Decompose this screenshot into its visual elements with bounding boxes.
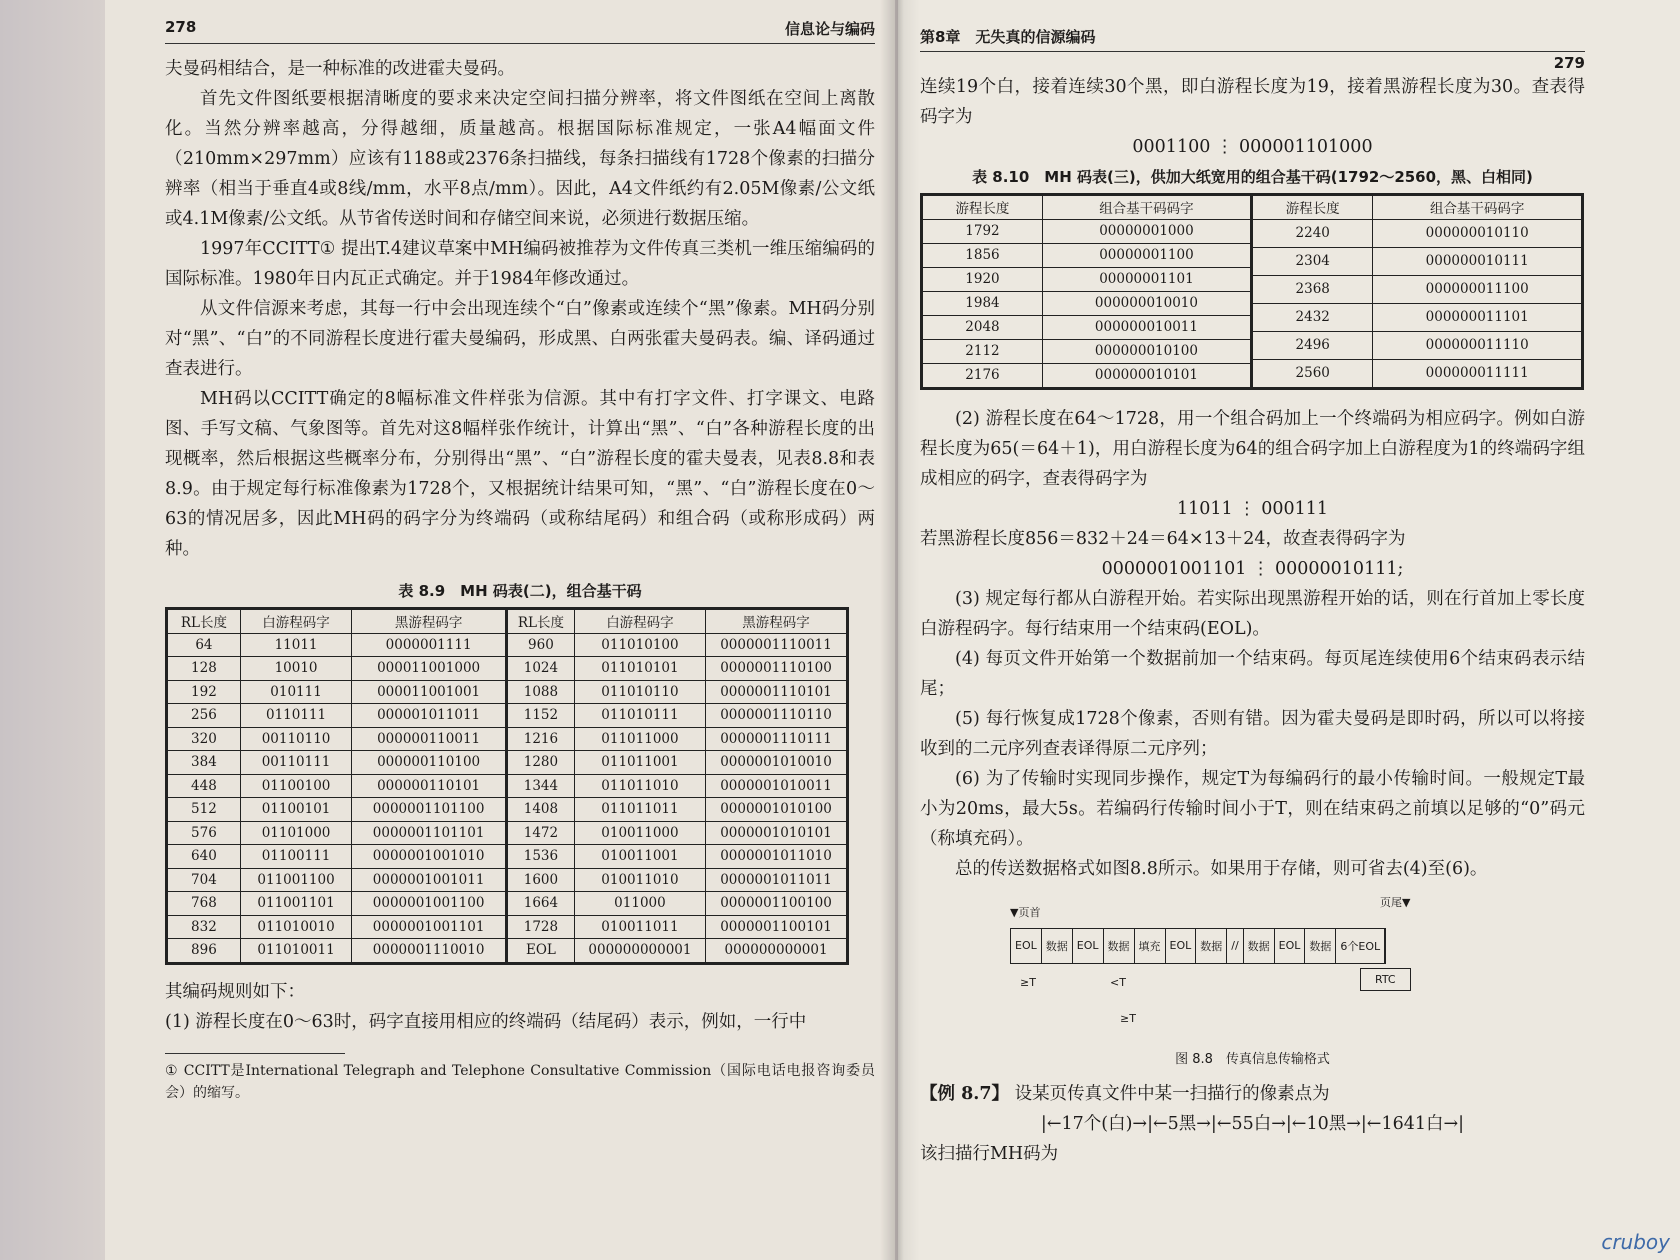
table-row [168, 845, 507, 869]
format-cell: 6个EOL [1336, 929, 1385, 963]
table-8-9-left [167, 609, 507, 963]
table-cell: 010011001 [574, 845, 705, 869]
dim-min: ≥T [1020, 975, 1036, 989]
table-row [508, 868, 847, 892]
table-8-10-left [922, 195, 1252, 388]
table-cell: 0000001110100 [706, 657, 847, 681]
table-cell: 011010101 [574, 657, 705, 681]
left-page [105, 0, 895, 1260]
col-header: 黑游程码字 [706, 610, 847, 634]
table-cell: 1536 [508, 845, 575, 869]
table-cell: 0000001100100 [706, 892, 847, 916]
book-gutter [880, 0, 920, 1260]
table-cell: 00000001000 [1042, 219, 1251, 243]
watermark: cruboy [1601, 1230, 1670, 1254]
table-cell: 010011011 [574, 915, 705, 939]
figure-8-8 [1010, 894, 1450, 1044]
format-cell: 数据 [1305, 929, 1336, 963]
table-cell: 0000001101100 [352, 798, 506, 822]
rules-intro: 其编码规则如下： [165, 981, 305, 1002]
table-cell: 011010110 [574, 680, 705, 704]
table-cell: 64 [168, 633, 241, 657]
paragraph: (4) 每页文件开始第一个数据前加一个结束码。每页尾连续使用6个结束码表示结尾； [920, 648, 1585, 699]
table-8-9-right [507, 609, 847, 963]
paragraph: (6) 为了传输时实现同步操作，规定T为每编码行的最小传输时间。一般规定T最小为20ms，最大5s。若编码行传输时间小于T，则在结束码之前填以足够的“0”码元（称填充码）。 [920, 768, 1585, 849]
table-cell: 0000001110011 [706, 633, 847, 657]
table-cell: 000000110101 [352, 774, 506, 798]
table-row [1253, 247, 1582, 275]
figure-label-tail: 页尾▼ [1380, 895, 1411, 909]
table-cell: 0000001101101 [352, 821, 506, 845]
table-cell: 2112 [923, 339, 1043, 363]
table-cell: 2432 [1253, 303, 1373, 331]
table-cell: 01100100 [240, 774, 351, 798]
table-cell: 000000010100 [1042, 339, 1251, 363]
table-row [168, 915, 507, 939]
table-cell: 768 [168, 892, 241, 916]
col-header: 黑游程码字 [352, 610, 506, 634]
table-cell: 011010111 [574, 704, 705, 728]
code-example: 11011 ⋮ 000111 [1176, 498, 1329, 519]
format-cell: 填充 [1135, 929, 1166, 963]
table-cell: 000000011110 [1373, 331, 1582, 359]
table-cell: 2560 [1253, 359, 1373, 387]
format-cell: EOL [1275, 929, 1306, 963]
col-header: 白游程码字 [574, 610, 705, 634]
table-cell: 0000001110111 [706, 727, 847, 751]
table-cell: 2496 [1253, 331, 1373, 359]
table-cell: 000000010110 [1373, 219, 1582, 247]
table-row [1253, 331, 1582, 359]
table-cell: 000000010011 [1042, 315, 1251, 339]
table-cell: 000000000001 [574, 939, 705, 963]
table-cell: 10010 [240, 657, 351, 681]
table-row [508, 704, 847, 728]
table-cell: 1152 [508, 704, 575, 728]
table-row [1253, 219, 1582, 247]
table-cell: 2304 [1253, 247, 1373, 275]
table-cell: 1728 [508, 915, 575, 939]
table-8-9-caption: 表 8.9 MH 码表(二)，组合基干码 [398, 582, 642, 600]
col-header: RL长度 [168, 610, 241, 634]
table-cell: 000000011100 [1373, 275, 1582, 303]
table-cell: 000000000001 [706, 939, 847, 963]
table-cell: 010011000 [574, 821, 705, 845]
table-cell: 1792 [923, 219, 1043, 243]
paragraph: 若黑游程长度856＝832＋24＝64×13＋24，故查表得码字为 [920, 528, 1406, 549]
table-cell: 384 [168, 751, 241, 775]
table-cell: 000011001000 [352, 657, 506, 681]
example-text: 设某页传真文件中某一扫描行的像素点为 [1014, 1083, 1330, 1104]
table-cell: 010011010 [574, 868, 705, 892]
table-cell: 00110111 [240, 751, 351, 775]
table-cell: 011001100 [240, 868, 351, 892]
table-cell: 011011011 [574, 798, 705, 822]
table-row [508, 633, 847, 657]
format-cell: EOL [1166, 929, 1197, 963]
table-row [923, 243, 1252, 267]
table-cell: 0000001110010 [352, 939, 506, 963]
table-cell: 1408 [508, 798, 575, 822]
example-label: 【例 8.7】 [920, 1083, 1010, 1104]
table-cell: 0000001110101 [706, 680, 847, 704]
table-cell: 0000001110110 [706, 704, 847, 728]
figure-label-head: ▼页首 [1010, 905, 1041, 919]
table-row [508, 657, 847, 681]
table-cell: 011010010 [240, 915, 351, 939]
table-cell: 000001011011 [352, 704, 506, 728]
table-cell: 1920 [923, 267, 1043, 291]
table-cell: 1664 [508, 892, 575, 916]
format-cell: 数据 [1042, 929, 1073, 963]
table-cell: 832 [168, 915, 241, 939]
table-cell: 000000110100 [352, 751, 506, 775]
table-cell: 192 [168, 680, 241, 704]
table-8-10 [920, 193, 1584, 390]
table-row [1253, 275, 1582, 303]
format-cell: EOL [1073, 929, 1104, 963]
table-cell: 011010100 [574, 633, 705, 657]
right-page [898, 0, 1680, 1260]
table-cell: 1472 [508, 821, 575, 845]
table-cell: 011011010 [574, 774, 705, 798]
table-row [168, 798, 507, 822]
table-cell: 01100101 [240, 798, 351, 822]
table-row [508, 892, 847, 916]
table-cell: 011011000 [574, 727, 705, 751]
table-row [508, 821, 847, 845]
table-cell: 0000001001011 [352, 868, 506, 892]
closing-line: 该扫描行MH码为 [920, 1143, 1059, 1164]
figure-8-8-caption: 图 8.8 传真信息传输格式 [1175, 1051, 1330, 1067]
table-cell: 000000010101 [1042, 363, 1251, 387]
table-8-10-caption: 表 8.10 MH 码表(三)，供加大纸宽用的组合基干码(1792～2560，黑、白相同) [972, 168, 1533, 186]
table-cell: 1216 [508, 727, 575, 751]
table-cell: 256 [168, 704, 241, 728]
table-row [508, 915, 847, 939]
table-cell: 011001101 [240, 892, 351, 916]
table-cell: 1344 [508, 774, 575, 798]
table-cell: 00000001100 [1042, 243, 1251, 267]
dim-min-2: ≥T [1120, 1011, 1136, 1025]
table-cell: 576 [168, 821, 241, 845]
paragraph: 从文件信源来考虑，其每一行中会出现连续个“白”像素或连续个“黑”像素。MH码分别对“黑”、“白”的不同游程长度进行霍夫曼编码，形成黑、白两张霍夫曼码表。编、译码通过查表进行。 [165, 299, 875, 379]
table-cell: 704 [168, 868, 241, 892]
transmission-format-row [1010, 928, 1386, 964]
table-cell: 000000010111 [1373, 247, 1582, 275]
table-cell: 01100111 [240, 845, 351, 869]
table-cell: 0000001011011 [706, 868, 847, 892]
dim-less: <T [1110, 975, 1126, 989]
paragraph: MH码以CCITT确定的8幅标准文件样张为信源。其中有打字文件、打字课文、电路图、手写文稿、气象图等。首先对这8幅样张作统计，计算出“黑”、“白”各种游程长度的出现概率，然后根据这些概率分布，分别得出“黑”、“白”游程长度的霍夫曼表，见表8.8和表8.9。由于规定每行标准像素为1728个，又根据统计结果可知，“黑”、“白”游程长度在0～63的情况居多，因此MH码的码字分为终端码（或称结尾码）和组合码（或称形成码）两种。 [165, 389, 875, 559]
table-cell: 0110111 [240, 704, 351, 728]
right-running-header [920, 26, 1585, 72]
table-cell: 011011001 [574, 751, 705, 775]
table-row [168, 821, 507, 845]
table-row [168, 751, 507, 775]
table-cell: 011010011 [240, 939, 351, 963]
table-cell: 0000001001100 [352, 892, 506, 916]
table-cell: 320 [168, 727, 241, 751]
table-cell: 0000001010101 [706, 821, 847, 845]
table-cell: 512 [168, 798, 241, 822]
table-cell: 00000001101 [1042, 267, 1251, 291]
code-example: 0000001001101 ⋮ 00000010111; [1101, 558, 1404, 579]
table-row [168, 892, 507, 916]
table-cell: 011000 [574, 892, 705, 916]
format-cell: 数据 [1196, 929, 1227, 963]
table-row [168, 939, 507, 963]
table-row [508, 727, 847, 751]
table-cell: EOL [508, 939, 575, 963]
table-8-10-right [1252, 195, 1582, 388]
table-cell: 1600 [508, 868, 575, 892]
paragraph: 夫曼码相结合，是一种标准的改进霍夫曼码。 [165, 59, 515, 79]
table-row [1253, 303, 1582, 331]
table-row [168, 680, 507, 704]
right-page-number: 279 [1553, 54, 1585, 72]
table-row [923, 267, 1252, 291]
table-row [168, 868, 507, 892]
table-cell: 11011 [240, 633, 351, 657]
col-header: 白游程码字 [240, 610, 351, 634]
table-row [923, 219, 1252, 243]
table-row [508, 939, 847, 963]
table-row [168, 727, 507, 751]
page-edge [0, 0, 105, 1260]
rtc-box: RTC [1360, 968, 1411, 991]
table-cell: 960 [508, 633, 575, 657]
paragraph: (2) 游程长度在64～1728，用一个组合码加上一个终端码为相应码字。例如白游程长度为65(＝64＋1)，用白游程长度为64的组合码字加上白游程度为1的终端码字组成相应的码字，查表得码字为 [920, 408, 1585, 489]
table-row [168, 633, 507, 657]
table-row [923, 363, 1252, 387]
table-cell: 0000001010011 [706, 774, 847, 798]
example-sequence: |←17个(白)→|←5黑→|←55白→|←10黑→|←1641白→| [1040, 1113, 1465, 1134]
table-cell: 1088 [508, 680, 575, 704]
table-cell: 1984 [923, 291, 1043, 315]
col-header: 组合基干码码字 [1373, 196, 1582, 220]
col-header: 游程长度 [1253, 196, 1373, 220]
table-8-9 [165, 607, 849, 965]
table-cell: 0000001010100 [706, 798, 847, 822]
table-cell: 2176 [923, 363, 1043, 387]
footnote-divider [165, 1053, 345, 1054]
table-row [168, 774, 507, 798]
table-cell: 0000001011010 [706, 845, 847, 869]
paragraph: 总的传送数据格式如图8.8所示。如果用于存储，则可省去(4)至(6)。 [955, 858, 1488, 879]
left-running-header [165, 18, 875, 44]
table-cell: 0000001100101 [706, 915, 847, 939]
col-header: 游程长度 [923, 196, 1043, 220]
example-8-7 [920, 1079, 1585, 1109]
table-cell: 000000011101 [1373, 303, 1582, 331]
left-running-head: 信息论与编码 [784, 20, 875, 38]
table-cell: 0000001001010 [352, 845, 506, 869]
format-cell: 数据 [1244, 929, 1275, 963]
right-running-head: 第8章 无失真的信源编码 [920, 28, 1096, 46]
table-cell: 000000011111 [1373, 359, 1582, 387]
table-cell: 000011001001 [352, 680, 506, 704]
paragraph: (5) 每行恢复成1728个像素，否则有错。因为霍夫曼码是即时码，所以可以将接收到的二元序列查表译得原二元序列； [920, 708, 1585, 759]
table-cell: 2240 [1253, 219, 1373, 247]
table-row [508, 798, 847, 822]
table-row [508, 751, 847, 775]
table-row [923, 291, 1252, 315]
table-cell: 1856 [923, 243, 1043, 267]
paragraph: (3) 规定每行都从白游程开始。若实际出现黑游程开始的话，则在行首加上零长度白游程码字。每行结束用一个结束码(EOL)。 [920, 588, 1585, 639]
table-row [168, 657, 507, 681]
format-cell: 数据 [1104, 929, 1135, 963]
table-cell: 00110110 [240, 727, 351, 751]
table-cell: 896 [168, 939, 241, 963]
table-cell: 000000110011 [352, 727, 506, 751]
table-cell: 128 [168, 657, 241, 681]
col-header: RL长度 [508, 610, 575, 634]
paragraph: 连续19个白，接着连续30个黑，即白游程长度为19，接着黑游程长度为30。查表得码字为 [920, 77, 1585, 127]
paragraph: 首先文件图纸要根据清晰度的要求来决定空间扫描分辨率，将文件图纸在空间上离散化。当然分辨率越高，分得越细，质量越高。根据国际标准规定，一张A4幅面文件（210mm×297mm）应该有1188或2376条扫描线，每条扫描线有1728个像素的扫描分辨率（相当于垂直4或8线/mm，水平8点/mm）。因此，A4文件纸约有2.05M像素/公文纸或4.1M像素/公文纸。从节省传送时间和存储空间来说，必须进行数据压缩。 [165, 89, 875, 229]
table-cell: 2048 [923, 315, 1043, 339]
table-cell: 2368 [1253, 275, 1373, 303]
table-row [508, 774, 847, 798]
table-cell: 0000001111 [352, 633, 506, 657]
table-cell: 448 [168, 774, 241, 798]
table-cell: 0000001001101 [352, 915, 506, 939]
paragraph: 1997年CCITT① 提出T.4建议草案中MH编码被推荐为文件传真三类机一维压缩编码的国际标准。1980年日内瓦正式确定。并于1984年修改通过。 [165, 239, 875, 289]
code-example: 0001100 ⋮ 000001101000 [1132, 137, 1373, 157]
table-row [1253, 359, 1582, 387]
table-cell: 01101000 [240, 821, 351, 845]
footnote: ① CCITT是International Telegraph and Telephone Consultative Commission（国际电话电报咨询委员会）的缩写。 [165, 1062, 875, 1101]
table-cell: 1024 [508, 657, 575, 681]
table-row [508, 845, 847, 869]
table-cell: 010111 [240, 680, 351, 704]
table-row [508, 680, 847, 704]
rule-1: (1) 游程长度在0～63时，码字直接用相应的终端码（结尾码）表示，例如，一行中 [165, 1011, 807, 1032]
format-cell: // [1227, 929, 1243, 963]
col-header: 组合基干码码字 [1042, 196, 1251, 220]
table-row [168, 704, 507, 728]
table-row [923, 315, 1252, 339]
table-cell: 640 [168, 845, 241, 869]
table-cell: 000000010010 [1042, 291, 1251, 315]
table-cell: 0000001010010 [706, 751, 847, 775]
left-page-number: 278 [165, 18, 197, 36]
table-row [923, 339, 1252, 363]
format-cell: EOL [1011, 929, 1042, 963]
table-cell: 1280 [508, 751, 575, 775]
